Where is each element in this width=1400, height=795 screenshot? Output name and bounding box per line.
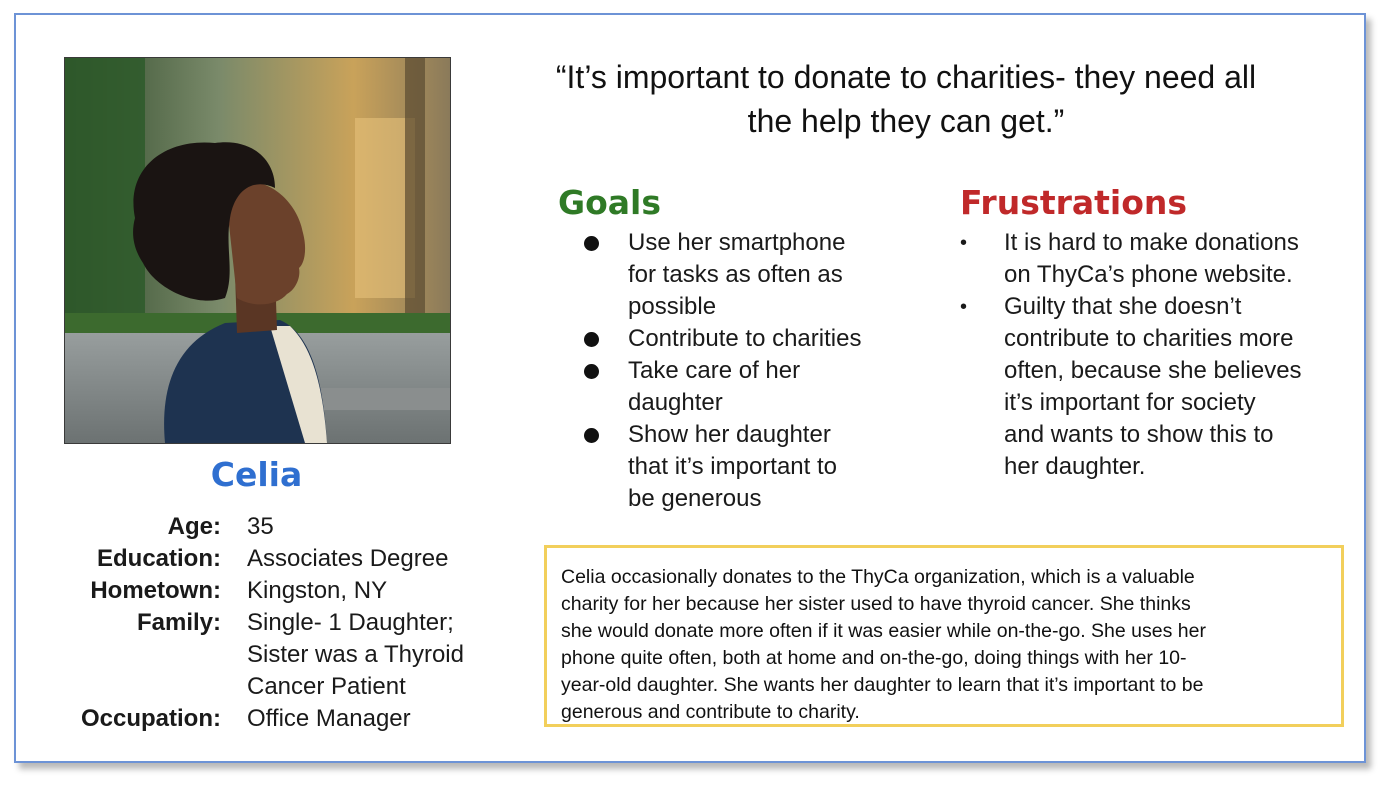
goal-line: that it’s important to (628, 453, 837, 480)
detail-row-education (36, 543, 506, 575)
frustration-line: her daughter. (1004, 453, 1146, 480)
summary-line: generous and contribute to charity. (561, 701, 860, 723)
frustration-line: often, because she believes (1004, 357, 1302, 384)
detail-value-line: Associates Degree (247, 545, 449, 572)
detail-value-line: Office Manager (247, 705, 411, 732)
detail-row-hometown (36, 575, 506, 607)
summary-line: year-old daughter. She wants her daughter to learn that it’s important to be (561, 674, 1204, 696)
bullet-icon: • (960, 232, 968, 254)
detail-label: Education: (97, 545, 221, 572)
bullet-icon (584, 364, 599, 379)
detail-value (247, 511, 506, 543)
goal-line: possible (628, 293, 717, 320)
detail-value-line: Kingston, NY (247, 577, 388, 604)
detail-value-line: Cancer Patient (247, 673, 406, 700)
goal-item (576, 323, 916, 355)
frustration-line: and wants to show this to (1004, 421, 1274, 448)
persona-summary-box (544, 545, 1344, 727)
frustration-line: contribute to charities more (1004, 325, 1294, 352)
quote-line: “It’s important to donate to charities- they need all (555, 59, 1257, 95)
goal-item (576, 419, 916, 515)
detail-value-line: 35 (247, 513, 274, 540)
detail-label: Age: (167, 513, 221, 540)
summary-line: phone quite often, both at home and on-the-go, doing things with her 10- (561, 647, 1187, 669)
person-photo-icon (65, 58, 450, 443)
persona-name: Celia (210, 455, 303, 494)
detail-value (247, 703, 506, 735)
detail-value-line: Sister was a Thyroid (247, 641, 464, 668)
persona-details (36, 511, 506, 735)
frustration-item (956, 291, 1356, 483)
frustration-line: on ThyCa’s phone website. (1004, 261, 1293, 288)
goal-line: Take care of her (628, 357, 801, 384)
goals-heading: Goals (558, 183, 661, 222)
goal-line: Use her smartphone (628, 229, 846, 256)
goal-item (576, 227, 916, 323)
frustrations-heading: Frustrations (960, 183, 1188, 222)
bullet-icon (584, 236, 599, 251)
summary-line: Celia occasionally donates to the ThyCa organization, which is a valuable (561, 566, 1195, 588)
quote-line: the help they can get.” (747, 103, 1065, 139)
persona-photo (64, 57, 451, 444)
frustrations-list (956, 227, 1356, 483)
summary-line: charity for her because her sister used to have thyroid cancer. She thinks (561, 593, 1191, 615)
frustration-line: Guilty that she doesn’t (1004, 293, 1242, 320)
bullet-icon: • (960, 296, 968, 318)
goal-item (576, 355, 916, 419)
frustration-item (956, 227, 1356, 291)
bullet-icon (584, 428, 599, 443)
goals-list (576, 227, 916, 515)
detail-value (247, 575, 506, 607)
detail-row-family (36, 607, 506, 703)
goal-line: Contribute to charities (628, 325, 862, 352)
goal-line: for tasks as often as (628, 261, 843, 288)
persona-card (14, 13, 1366, 763)
detail-row-age (36, 511, 506, 543)
goal-line: be generous (628, 485, 762, 512)
persona-quote (516, 55, 1296, 143)
detail-label: Family: (136, 609, 221, 636)
goal-line: Show her daughter (628, 421, 831, 448)
summary-line: she would donate more often if it was easier while on-the-go. She uses her (561, 620, 1206, 642)
frustration-line: it’s important for society (1004, 389, 1256, 416)
goal-line: daughter (628, 389, 723, 416)
detail-value (247, 607, 506, 703)
detail-row-occupation (36, 703, 506, 735)
bullet-icon (584, 332, 599, 347)
detail-value (247, 543, 506, 575)
detail-value-line: Single- 1 Daughter; (247, 609, 454, 636)
detail-label: Occupation: (80, 705, 221, 732)
detail-label: Hometown: (90, 577, 221, 604)
frustration-line: It is hard to make donations (1004, 229, 1299, 256)
